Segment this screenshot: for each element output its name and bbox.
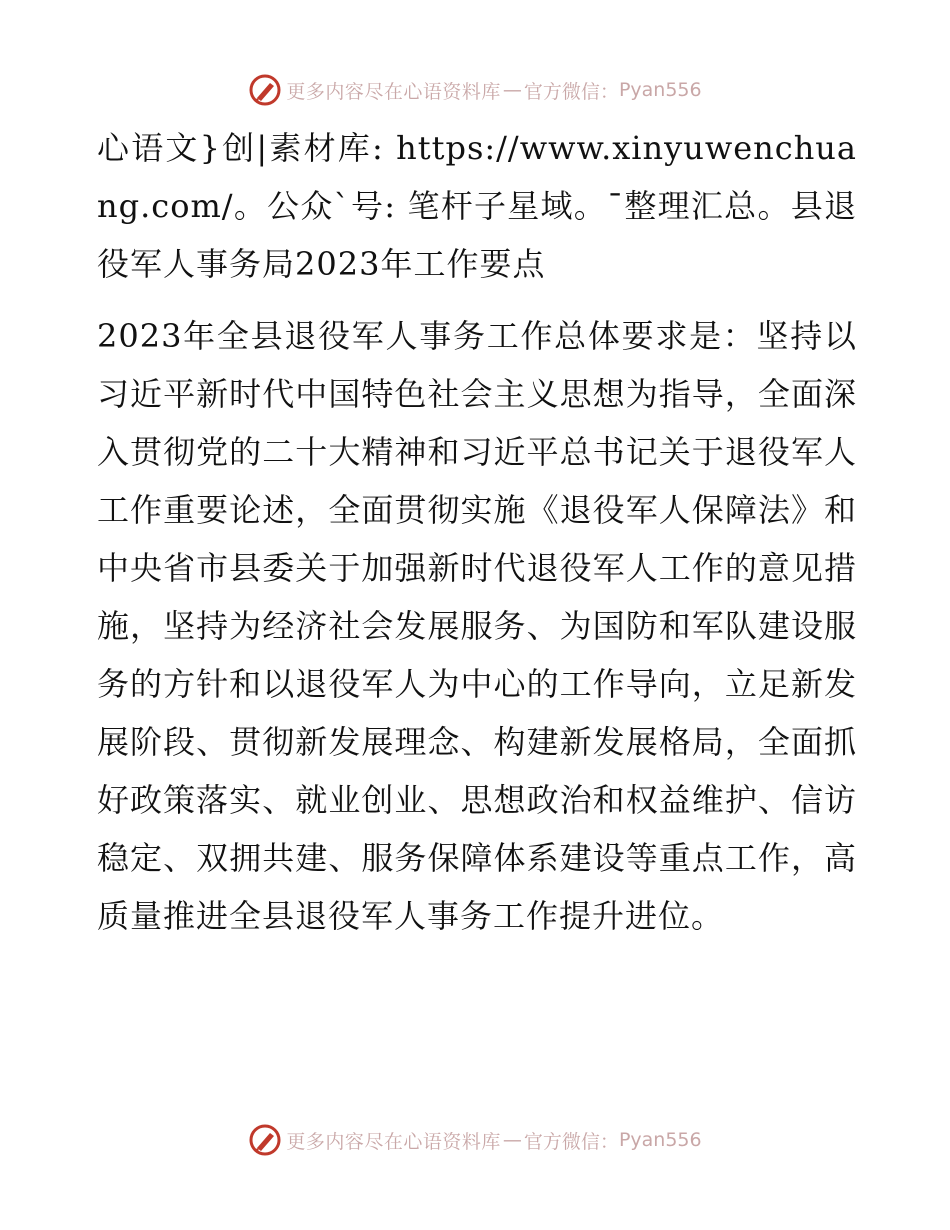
pen-logo-icon [248, 73, 282, 107]
header-banner [0, 70, 950, 110]
body-paragraph: 2023年全县退役军人事务工作总体要求是：坚持以习近平新时代中国特色社会主义思想为指导，全面深入贯彻党的二十大精神和习近平总书记关于退役军人工作重要论述，全面贯彻实施《退役军人保障法》和中央省市县委关于加强新时代退役军人工作的意见措施，坚持为经济社会发展服务、为国防和军队建设服务的方针和以退役军人为中心的工作导向，立足新发展阶段、贯彻新发展理念、构建新发展格局，全面抓好政策落实、就业创业、思想政治和权益维护、信访稳定、双拥共建、服务保障体系建设等重点工作，高质量推进全县退役军人事务工作提升进位。 [97, 317, 857, 935]
banner-wechat-label: 官方微信： [523, 80, 619, 103]
pen-logo-icon [248, 1123, 282, 1157]
footer-banner [0, 1120, 950, 1160]
banner-wechat-id: Pyan556 [618, 1129, 702, 1151]
intro-paragraph: 心语文}创|素材库: https://www.xinyuwenchuang.com/。公众`号: 笔杆子星域。¯整理汇总。县退役军人事务局2023年工作要点 [97, 129, 857, 283]
banner-wechat-label: 官方微信： [523, 1130, 619, 1153]
document-body [97, 119, 857, 945]
banner-title: 更多内容尽在心语资料库 [286, 80, 501, 103]
banner-title: 更多内容尽在心语资料库 [286, 1130, 501, 1153]
banner-separator: — [502, 79, 522, 101]
banner-wechat-id: Pyan556 [618, 79, 702, 101]
banner-separator: — [502, 1129, 522, 1151]
